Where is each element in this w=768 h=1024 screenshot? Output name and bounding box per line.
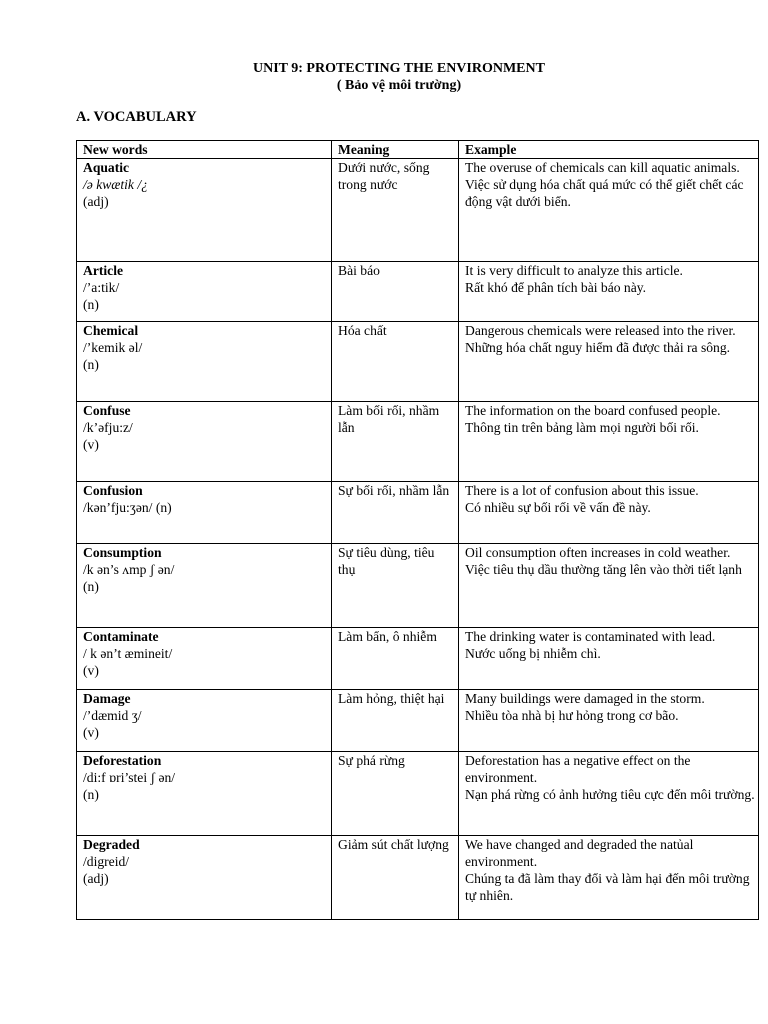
word: Article xyxy=(83,263,123,278)
meaning: Sự bối rối, nhầm lẫn xyxy=(338,483,450,498)
word: Consumption xyxy=(83,545,162,560)
page-title: UNIT 9: PROTECTING THE ENVIRONMENT xyxy=(253,61,545,76)
word-cell xyxy=(77,690,332,752)
meaning-cell xyxy=(332,690,459,752)
example-english: The overuse of chemicals can kill aquatic animals. xyxy=(465,160,740,175)
meaning: Sự phá rừng xyxy=(338,753,405,768)
meaning: Hóa chất xyxy=(338,323,387,338)
part-of-speech: (adj) xyxy=(83,871,109,886)
example-vietnamese: Việc sử dụng hóa chất quá mức có thể giết chết các động vật dưới biển. xyxy=(465,177,744,209)
part-of-speech: (adj) xyxy=(83,194,109,209)
meaning: Dưới nước, sống trong nước xyxy=(338,160,430,192)
vocabulary-table xyxy=(76,140,759,920)
example-vietnamese: Có nhiều sự bối rối về vấn đề này. xyxy=(465,500,651,515)
example-cell xyxy=(459,402,759,482)
example-cell xyxy=(459,159,759,262)
word-cell xyxy=(77,159,332,262)
table-row xyxy=(77,262,759,322)
table-row xyxy=(77,836,759,920)
word-cell xyxy=(77,482,332,544)
part-of-speech: (n) xyxy=(83,297,99,312)
part-of-speech: (v) xyxy=(83,663,99,678)
example-cell xyxy=(459,690,759,752)
table-row xyxy=(77,159,759,262)
example-english: There is a lot of confusion about this issue. xyxy=(465,483,699,498)
part-of-speech: (n) xyxy=(83,579,99,594)
meaning-cell xyxy=(332,752,459,836)
example-vietnamese: Nạn phá rừng có ảnh hưởng tiêu cực đến môi trường. xyxy=(465,787,755,802)
word: Confuse xyxy=(83,403,131,418)
meaning: Làm bối rối, nhầm lẫn xyxy=(338,403,440,435)
word-cell xyxy=(77,402,332,482)
meaning: Bài báo xyxy=(338,263,380,278)
table-row xyxy=(77,628,759,690)
word-cell xyxy=(77,752,332,836)
table-row xyxy=(77,752,759,836)
pronunciation: /k’əfju:z/ xyxy=(83,420,133,435)
meaning: Sự tiêu dùng, tiêu thụ xyxy=(338,545,435,577)
word-cell xyxy=(77,322,332,402)
meaning-cell xyxy=(332,482,459,544)
column-header-new-words: New words xyxy=(77,141,332,159)
meaning-cell xyxy=(332,402,459,482)
pronunciation: /’dæmid ʒ/ xyxy=(83,708,142,723)
example-vietnamese: Chúng ta đã làm thay đổi và làm hại đến môi trường tự nhiên. xyxy=(465,871,750,903)
word: Degraded xyxy=(83,837,140,852)
example-english: The information on the board confused people. xyxy=(465,403,721,418)
example-english: Dangerous chemicals were released into the river. xyxy=(465,323,736,338)
meaning-cell xyxy=(332,322,459,402)
word: Damage xyxy=(83,691,131,706)
example-english: The drinking water is contaminated with lead. xyxy=(465,629,716,644)
word: Aquatic xyxy=(83,160,130,175)
table-row xyxy=(77,322,759,402)
word: Deforestation xyxy=(83,753,162,768)
pronunciation: /ə kwætik /¿ xyxy=(83,177,148,192)
example-vietnamese: Rất khó để phân tích bài báo này. xyxy=(465,280,647,295)
example-english: Deforestation has a negative effect on the environment. xyxy=(465,753,691,785)
meaning-cell xyxy=(332,159,459,262)
meaning-cell xyxy=(332,544,459,628)
example-english: We have changed and degraded the natủal environment. xyxy=(465,837,694,869)
example-vietnamese: Việc tiêu thụ dầu thường tăng lên vào thời tiết lạnh xyxy=(465,562,742,577)
meaning: Làm bẩn, ô nhiễm xyxy=(338,629,437,644)
table-row xyxy=(77,690,759,752)
example-vietnamese: Thông tin trên bảng làm mọi người bối rối. xyxy=(465,420,699,435)
word-cell xyxy=(77,628,332,690)
example-vietnamese: Những hóa chất nguy hiểm đã được thải ra sông. xyxy=(465,340,731,355)
example-english: It is very difficult to analyze this article. xyxy=(465,263,683,278)
example-vietnamese: Nước uống bị nhiễm chì. xyxy=(465,646,601,661)
section-heading: A. VOCABULARY xyxy=(76,109,197,125)
part-of-speech: (n) xyxy=(83,357,99,372)
example-cell xyxy=(459,836,759,920)
word-cell xyxy=(77,262,332,322)
pronunciation: /’a:tik/ xyxy=(83,280,120,295)
example-cell xyxy=(459,262,759,322)
meaning: Làm hỏng, thiệt hại xyxy=(338,691,445,706)
word-cell xyxy=(77,836,332,920)
word-cell xyxy=(77,544,332,628)
column-header-example: Example xyxy=(459,141,759,159)
example-cell xyxy=(459,628,759,690)
word: Chemical xyxy=(83,323,139,338)
example-english: Oil consumption often increases in cold weather. xyxy=(465,545,731,560)
pronunciation: /k ən’s ʌmp ʃ ən/ xyxy=(83,562,175,577)
example-cell xyxy=(459,544,759,628)
meaning-cell xyxy=(332,628,459,690)
pronunciation: /’kemik əl/ xyxy=(83,340,143,355)
meaning-cell xyxy=(332,262,459,322)
example-cell xyxy=(459,322,759,402)
part-of-speech: (n) xyxy=(83,787,99,802)
table-header-row xyxy=(77,141,759,159)
example-vietnamese: Nhiều tòa nhà bị hư hỏng trong cơ bão. xyxy=(465,708,679,723)
part-of-speech: (v) xyxy=(83,437,99,452)
pronunciation: /di:f ɒri’stei ʃ ən/ xyxy=(83,770,176,785)
part-of-speech: (v) xyxy=(83,725,99,740)
word: Contaminate xyxy=(83,629,159,644)
pronunciation: /digreid/ xyxy=(83,854,130,869)
word: Confusion xyxy=(83,483,143,498)
table-row xyxy=(77,482,759,544)
pronunciation: / k ən’t æmineit/ xyxy=(83,646,173,661)
example-english: Many buildings were damaged in the storm. xyxy=(465,691,705,706)
table-row xyxy=(77,402,759,482)
page-subtitle: ( Bảo vệ môi trường) xyxy=(336,78,462,93)
meaning: Giảm sút chất lượng xyxy=(338,837,449,852)
meaning-cell xyxy=(332,836,459,920)
column-header-meaning: Meaning xyxy=(332,141,459,159)
example-cell xyxy=(459,752,759,836)
example-cell xyxy=(459,482,759,544)
pronunciation: /kən’fju:ʒən/ (n) xyxy=(83,500,172,515)
table-row xyxy=(77,544,759,628)
